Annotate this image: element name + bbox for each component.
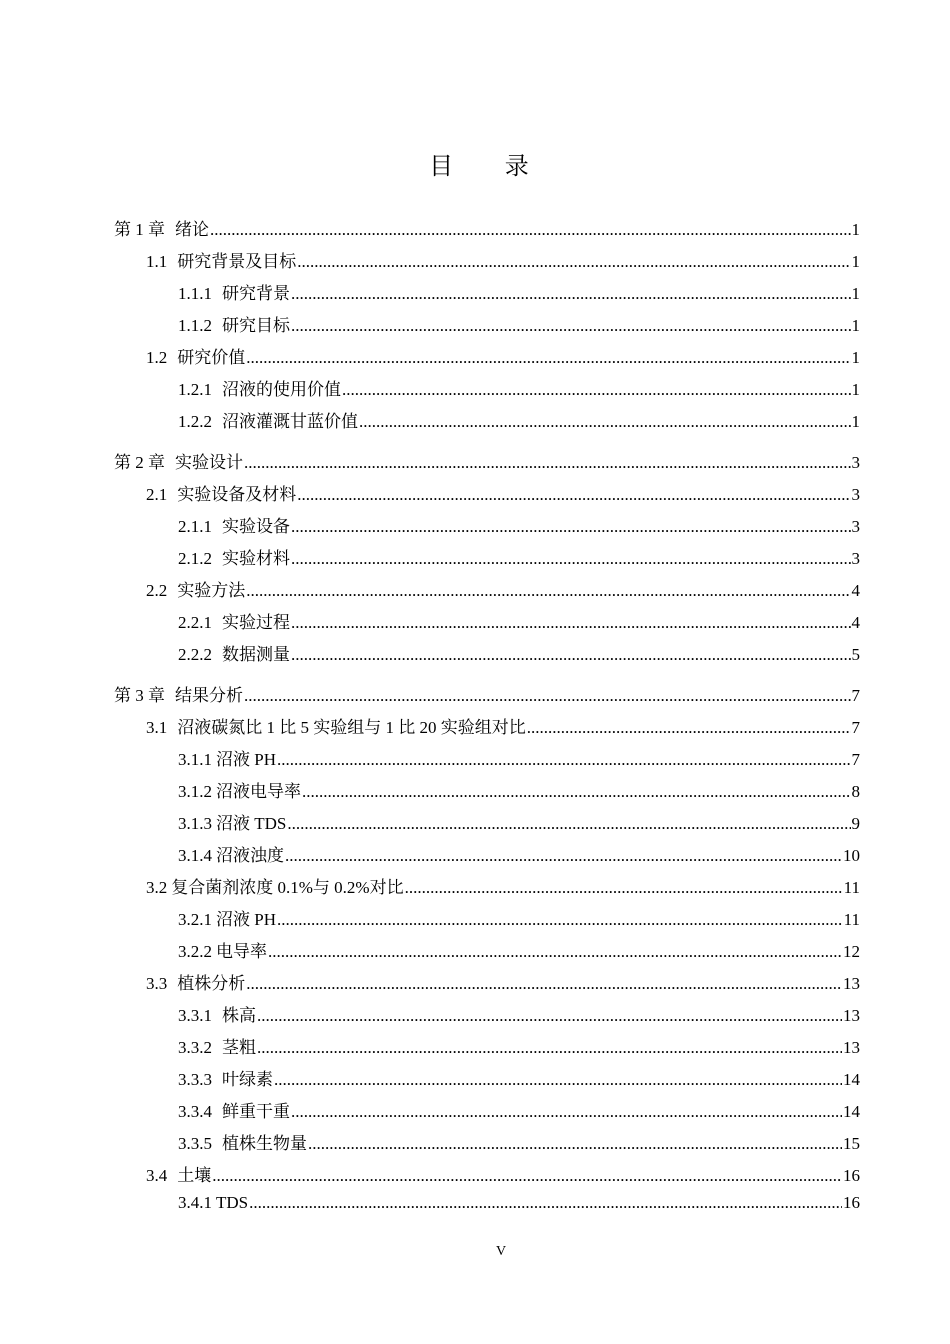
toc-entry-page: 16	[843, 1193, 860, 1212]
toc-entry-page: 1	[851, 316, 860, 335]
toc-leader-dots	[405, 878, 843, 898]
toc-entry-page: 3	[851, 485, 860, 504]
toc-entry-number: 1.1.2	[178, 316, 212, 335]
toc-entry-label: 叶绿素	[222, 1070, 273, 1089]
toc-entry-page: 13	[843, 974, 860, 993]
toc-entry-label: 数据测量	[222, 645, 290, 664]
toc-entry-page: 1	[851, 252, 860, 271]
toc-entry[interactable]	[146, 969, 860, 997]
toc-entry-page: 1	[851, 284, 860, 303]
toc-entry-number: 3.1.4	[178, 846, 212, 865]
toc-entry[interactable]	[178, 1001, 860, 1029]
toc-entry-label: 复合菌剂浓度 0.1%与 0.2%对比	[171, 878, 404, 897]
toc-entry-label: 实验材料	[222, 549, 290, 568]
toc-entry[interactable]	[114, 448, 860, 476]
toc-entry[interactable]	[146, 343, 860, 371]
toc-entry[interactable]	[178, 640, 860, 668]
toc-entry-number: 1.2.2	[178, 412, 212, 431]
toc-entry[interactable]	[178, 905, 860, 933]
toc-entry[interactable]	[178, 512, 860, 540]
toc-entry-label: 鲜重干重	[222, 1102, 290, 1121]
toc-leader-dots	[212, 1166, 842, 1186]
toc-leader-dots	[210, 220, 851, 240]
toc-entry-number: 3.4	[146, 1166, 168, 1185]
toc-entry-page: 7	[851, 750, 860, 769]
toc-entry-label: 结果分析	[175, 686, 243, 705]
toc-leader-dots	[302, 782, 851, 802]
toc-entry-page: 14	[843, 1102, 860, 1121]
toc-entry-label: 茎粗	[222, 1038, 256, 1057]
toc-leader-dots	[291, 517, 851, 537]
toc-entry-label: 实验设备	[222, 517, 290, 536]
toc-entry-number: 第 1 章	[114, 220, 165, 239]
toc-entry[interactable]	[178, 841, 860, 869]
toc-entry-number: 1.1.1	[178, 284, 212, 303]
toc-entry[interactable]	[178, 279, 860, 307]
toc-entry[interactable]	[178, 745, 860, 773]
toc-entry-page: 13	[843, 1038, 860, 1057]
toc-leader-dots	[246, 581, 850, 601]
toc-entry-number: 3.2	[146, 878, 168, 897]
toc-entry-label: 实验过程	[222, 613, 290, 632]
toc-entry-page: 5	[851, 645, 860, 664]
toc-entry-page: 4	[851, 613, 860, 632]
toc-entry-page: 11	[843, 878, 860, 897]
toc-leader-dots	[277, 750, 851, 770]
toc-entry[interactable]	[178, 777, 860, 805]
toc-entry-label: 植株分析	[177, 974, 246, 993]
toc-leader-dots	[527, 718, 851, 738]
toc-entry-number: 1.2	[146, 348, 168, 367]
toc-entry[interactable]	[146, 247, 860, 275]
toc-entry[interactable]	[178, 407, 860, 435]
toc-entry-page: 13	[843, 1006, 860, 1025]
toc-entry-number: 3.4.1	[178, 1193, 212, 1212]
toc-entry-number: 3.3.1	[178, 1006, 212, 1025]
toc-entry-label: 株高	[222, 1006, 256, 1025]
toc-leader-dots	[257, 1038, 842, 1058]
toc-leader-dots	[342, 380, 851, 400]
toc-entry-page: 3	[851, 517, 860, 536]
toc-entry[interactable]	[178, 809, 860, 837]
toc-leader-dots	[297, 252, 850, 272]
toc-entry-label: 土壤	[177, 1166, 212, 1185]
toc-entry-number: 2.1	[146, 485, 168, 504]
toc-entry-number: 3.1.2	[178, 782, 212, 801]
toc-entry-label: 研究目标	[222, 316, 290, 335]
toc-entry[interactable]	[146, 713, 860, 741]
toc-entry-number: 2.1.1	[178, 517, 212, 536]
toc-leader-dots	[297, 485, 850, 505]
toc-leader-dots	[268, 942, 842, 962]
toc-entry-number: 3.3	[146, 974, 168, 993]
toc-entry[interactable]	[178, 608, 860, 636]
toc-leader-dots	[308, 1134, 842, 1154]
toc-entry[interactable]	[146, 576, 860, 604]
toc-leader-dots	[287, 814, 850, 834]
toc-entry-number: 3.1	[146, 718, 168, 737]
toc-entry[interactable]	[178, 544, 860, 572]
toc-leader-dots	[244, 453, 851, 473]
toc-entry-number: 3.2.1	[178, 910, 212, 929]
toc-leader-dots	[285, 846, 842, 866]
toc-entry-label: 实验方法	[177, 581, 246, 600]
toc-entry-page: 16	[843, 1166, 860, 1185]
toc-entry-label: 沼液 PH	[216, 750, 276, 769]
toc-entry-page: 11	[843, 910, 860, 929]
toc-entry-page: 1	[851, 380, 860, 399]
toc-entry-label: 沼液浊度	[216, 846, 284, 865]
toc-entry-label: 研究背景	[222, 284, 290, 303]
toc-entry-number: 3.1.1	[178, 750, 212, 769]
toc-entry-page: 1	[851, 412, 860, 431]
toc-entry-number: 3.3.4	[178, 1102, 212, 1121]
toc-entry[interactable]	[178, 1097, 860, 1125]
toc-entry-number: 2.2	[146, 581, 168, 600]
toc-leader-dots	[274, 1070, 842, 1090]
toc-entry-page: 8	[851, 782, 860, 801]
toc-entry-label: 沼液电导率	[216, 782, 301, 801]
toc-entry-label: 沼液碳氮比 1 比 5 实验组与 1 比 20 实验组对比	[177, 718, 526, 737]
toc-leader-dots	[291, 316, 851, 336]
toc-entry-number: 3.3.5	[178, 1134, 212, 1153]
toc-title: 目 录	[429, 152, 551, 180]
toc-leader-dots	[291, 549, 851, 569]
toc-entry-page: 7	[851, 718, 860, 737]
toc-entry[interactable]	[146, 1161, 860, 1189]
toc-entry[interactable]	[114, 681, 860, 709]
toc-entry-label: 研究背景及目标	[177, 252, 297, 271]
toc-entry-number: 3.2.2	[178, 942, 212, 961]
toc-leader-dots	[246, 348, 850, 368]
toc-leader-dots	[246, 974, 842, 994]
toc-entry-number: 3.3.2	[178, 1038, 212, 1057]
toc-entry[interactable]	[178, 937, 860, 965]
toc-entry-label: 实验设备及材料	[177, 485, 297, 504]
toc-entry-number: 2.2.2	[178, 645, 212, 664]
toc-entry[interactable]	[178, 375, 860, 403]
toc-entry-number: 2.1.2	[178, 549, 212, 568]
toc-entry-page: 15	[843, 1134, 860, 1153]
toc-entry[interactable]	[146, 873, 860, 901]
page-number: V	[495, 1244, 507, 1259]
toc-entry-number: 第 3 章	[114, 686, 165, 705]
toc-entry-label: 电导率	[216, 942, 267, 961]
toc-entry-label: TDS	[216, 1193, 249, 1212]
toc-entry-label: 研究价值	[177, 348, 246, 367]
toc-entry-page: 3	[851, 549, 860, 568]
toc-leader-dots	[249, 1193, 842, 1213]
toc-entry[interactable]	[178, 1033, 860, 1061]
toc-leader-dots	[291, 613, 851, 633]
toc-entry-page: 3	[851, 453, 860, 472]
toc-entry-number: 第 2 章	[114, 453, 165, 472]
toc-entry-page: 10	[843, 846, 860, 865]
toc-entry-page: 9	[851, 814, 860, 833]
toc-entry[interactable]	[146, 480, 860, 508]
toc-entry-label: 沼液 PH	[216, 910, 276, 929]
toc-entry-number: 1.2.1	[178, 380, 212, 399]
toc-leader-dots	[244, 686, 851, 706]
toc-leader-dots	[291, 1102, 842, 1122]
toc-entry-label: 绪论	[175, 220, 209, 239]
toc-entry-label: 沼液 TDS	[216, 814, 287, 833]
toc-leader-dots	[359, 412, 851, 432]
toc-entry-page: 7	[851, 686, 860, 705]
toc-leader-dots	[257, 1006, 842, 1026]
toc-entry[interactable]	[178, 1065, 860, 1093]
toc-entry[interactable]	[178, 1193, 860, 1221]
toc-entry[interactable]	[178, 1129, 860, 1157]
toc-entry-number: 3.3.3	[178, 1070, 212, 1089]
toc-leader-dots	[291, 645, 851, 665]
toc-entry-label: 实验设计	[175, 453, 243, 472]
toc-entry-page: 1	[851, 348, 860, 367]
toc-entry-label: 沼液的使用价值	[222, 380, 341, 399]
toc-entry[interactable]	[178, 311, 860, 339]
toc-entry-page: 1	[851, 220, 860, 239]
toc-leader-dots	[277, 910, 843, 930]
toc-entry-label: 植株生物量	[222, 1134, 307, 1153]
toc-entry[interactable]	[114, 215, 860, 243]
toc-entry-number: 2.2.1	[178, 613, 212, 632]
toc-leader-dots	[291, 284, 851, 304]
toc-entry-page: 12	[843, 942, 860, 961]
toc-entry-label: 沼液灌溉甘蓝价值	[222, 412, 358, 431]
toc-entry-page: 14	[843, 1070, 860, 1089]
toc-entry-page: 4	[851, 581, 860, 600]
toc-entry-number: 1.1	[146, 252, 168, 271]
toc-entry-number: 3.1.3	[178, 814, 212, 833]
